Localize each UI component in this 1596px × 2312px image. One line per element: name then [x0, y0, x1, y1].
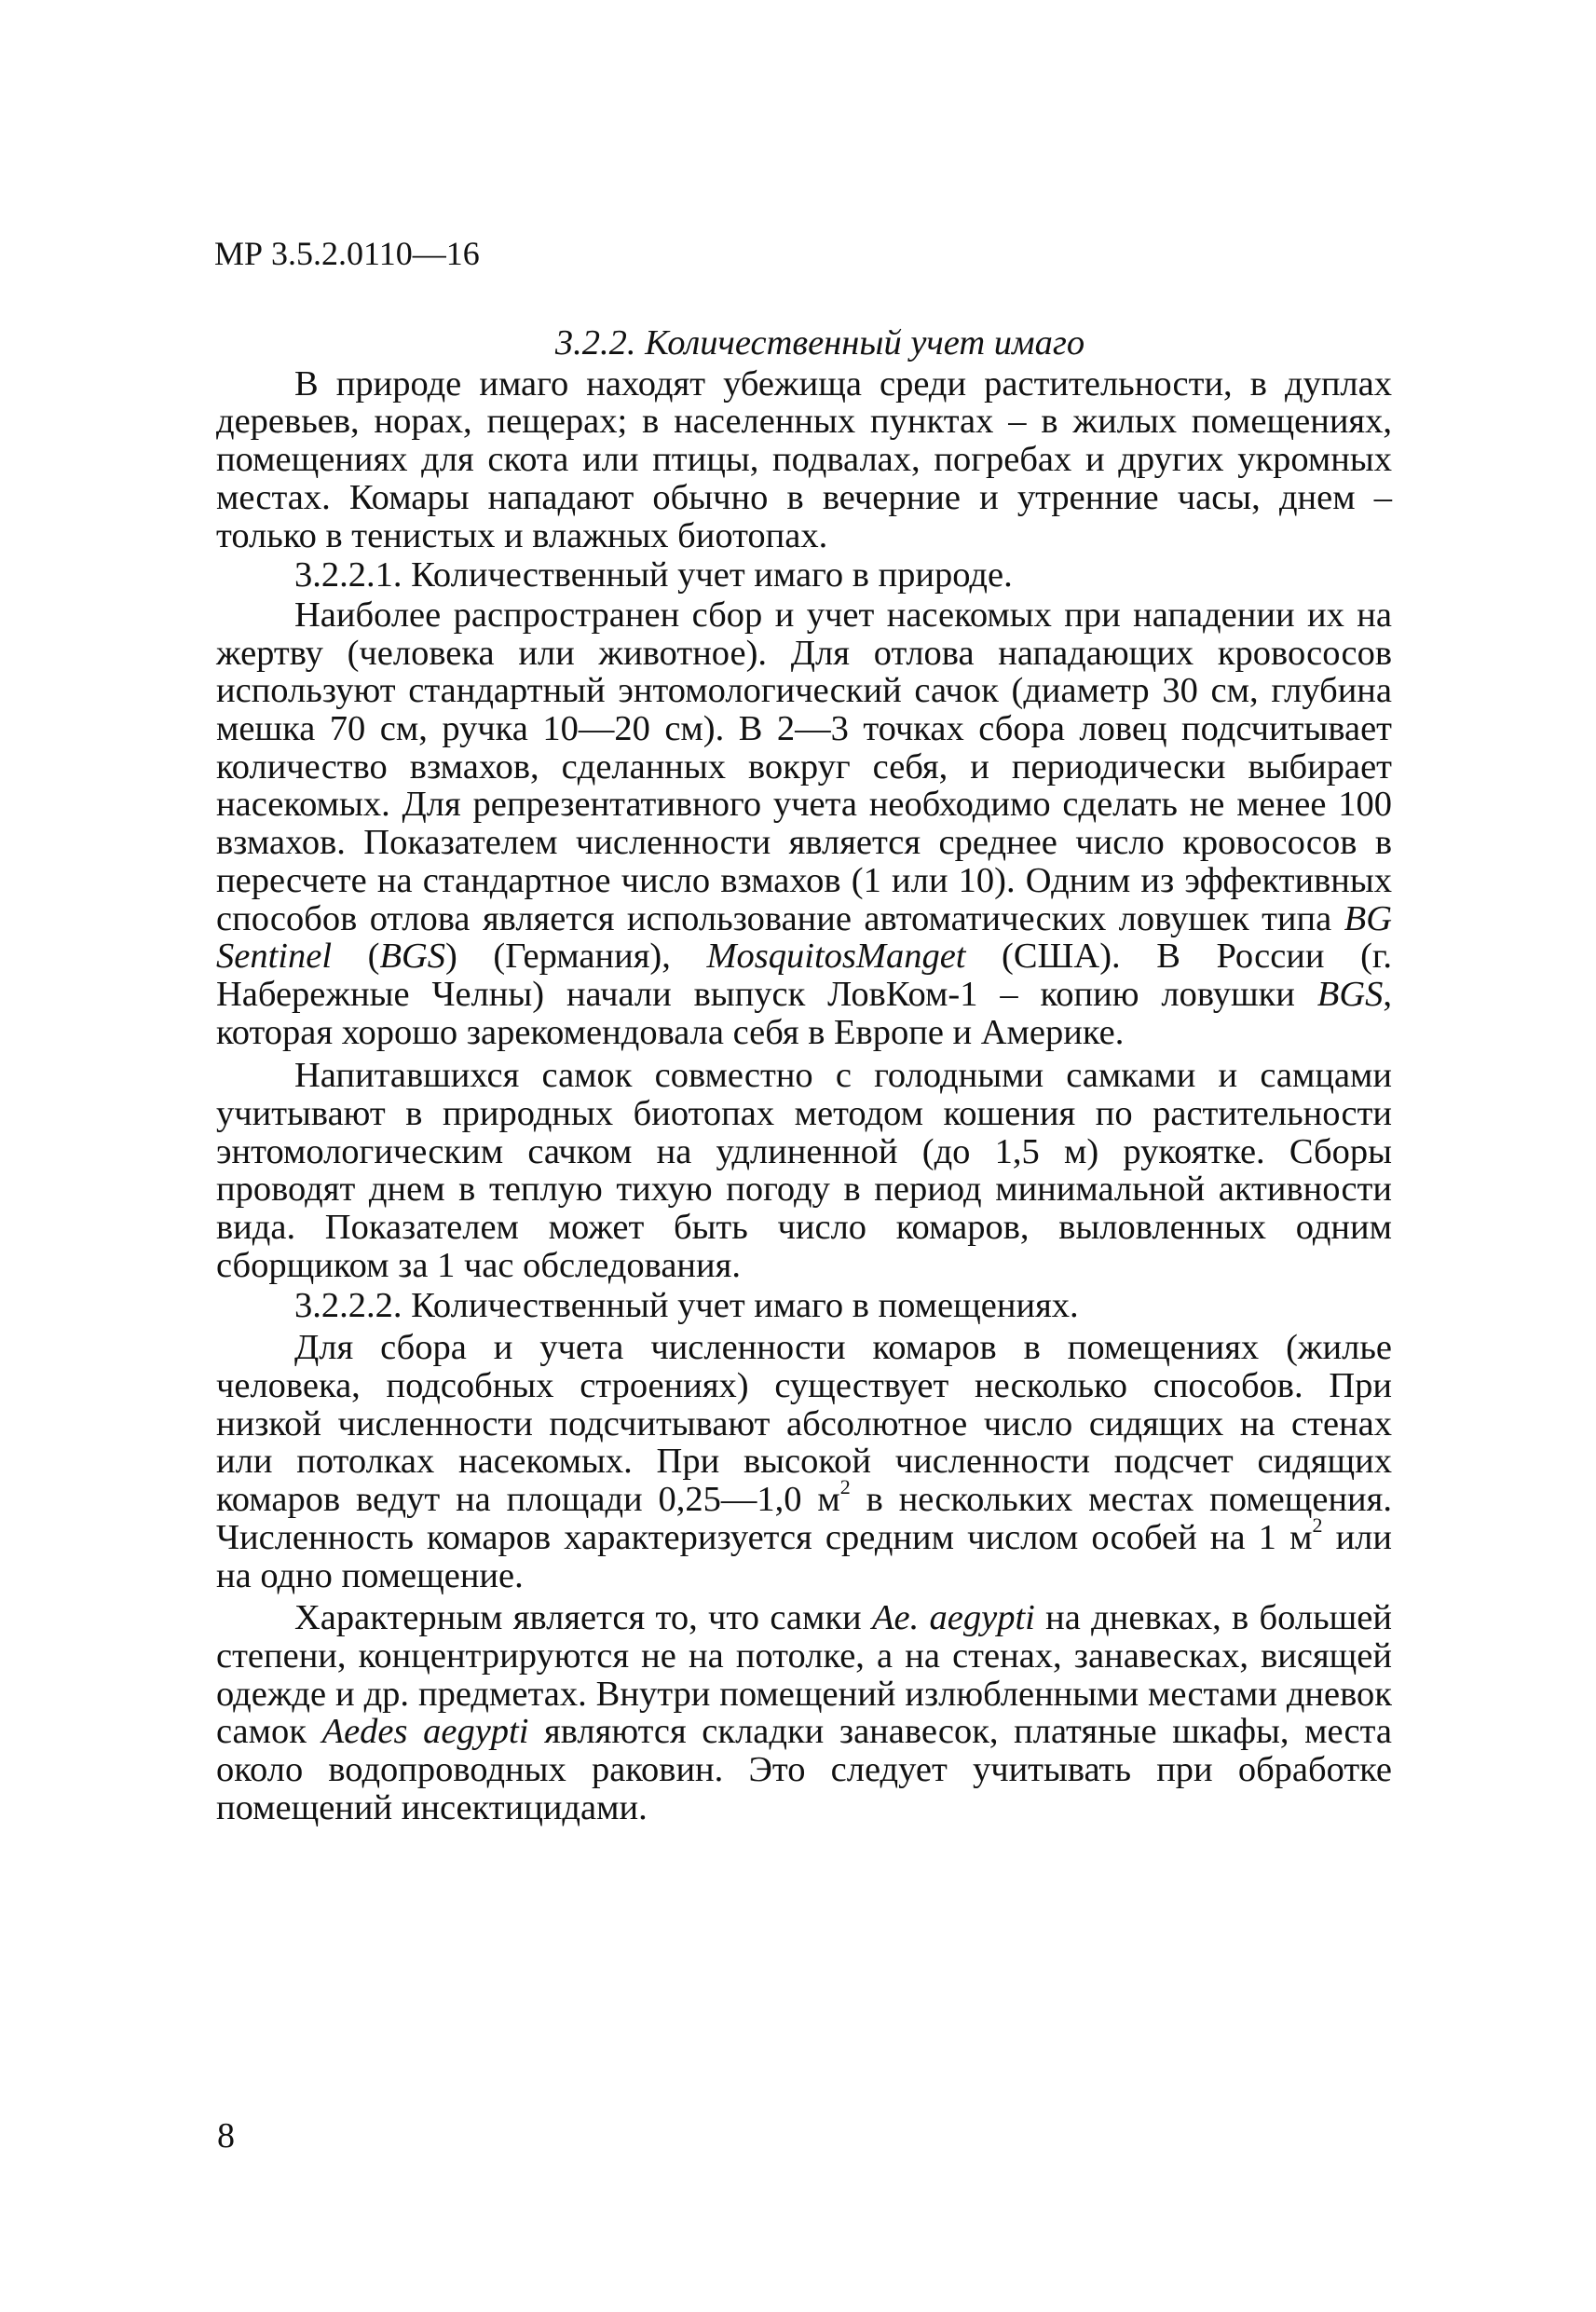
text-run: являются складки занавесок, платяные шкафы, места около водопроводных раковин. Это следует учитывать при обработке помещений инсектицидами.: [216, 1712, 1393, 1827]
text-run: в нескольких местах помещения. Численность комаров характеризуется средним числом особей на 1 м: [216, 1480, 1392, 1557]
text-run: (США). В России (г. Набережные Челны) начали выпуск ЛовКом-1 – копию ловушки: [216, 937, 1392, 1014]
text-run: Характерным является то, что самки: [294, 1598, 872, 1638]
document-code-header: МР 3.5.2.0110—16: [214, 235, 480, 272]
page-number: 8: [217, 2116, 235, 2155]
paragraph-indoor-counting: [216, 1329, 1392, 1594]
main-text-block: [216, 324, 1392, 1826]
paragraph-sweep-netting: Напитавшихся самок совместно с голодными самками и самцами учитывают в природных биотопах методом кошения по растительности энтомологическим сачком на удлиненной (до 1,5 м) рукоятке. Сборы проводят днем в теплую тихую погоду в период минимальной активности вида. Показателем может быть число комаров, выловленных одним сборщиком за 1 час обследования.: [216, 1056, 1392, 1285]
subsection-heading-nature: 3.2.2.1. Количественный учет имаго в природе.: [294, 555, 1013, 595]
text-run: (: [332, 937, 380, 977]
trap-name-bg-sentinel: BG Sentinel: [216, 898, 1392, 977]
species-name-ae-aegypti: Ae. aegypti: [871, 1598, 1035, 1638]
paragraph-resting-places: [216, 1599, 1392, 1826]
trap-abbreviation-bgs: BGS: [379, 937, 446, 977]
superscript-squared: 2: [1312, 1512, 1323, 1537]
text-run: или на одно помещение.: [216, 1517, 1392, 1595]
superscript-squared: 2: [839, 1475, 851, 1499]
text-run: Для сбора и учета численности комаров в помещениях (жилье человека, подсобных строениях) существует несколько способов. При низкой численности подсчитывают абсолютное число сидящих на стенах или потолках насекомых. При высокой численности подсчет сидящих комаров ведут на площади 0,25—1,0 м: [216, 1328, 1392, 1520]
paragraph-shelter-habitats: В природе имаго находят убежища среди растительности, в дуплах деревьев, норах, пещерах; в населенных пунктах – в жилых помещениях, помещениях для скота или птицы, подвалах, погребах и других укромных местах. Комары нападают обычно в вечерние и утренние часы, днем – только в тенистых и влажных биотопах.: [216, 363, 1392, 555]
trap-abbreviation-bgs: BGS: [1316, 974, 1384, 1014]
trap-name-mosquitosmanget: MosquitosManget: [706, 937, 966, 977]
text-run: Наиболее распространен сбор и учет насекомых при нападении их на жертву (человека или животное). Для отлова нападающих кровососов используют стандартный энтомологический сачок (диаметр 30 см, глубина мешка 70 см, ручка 10—20 см). В 2—3 точках сбора ловец подсчитывает количество взмахов, сделанных вокруг себя, и периодически выбирает насекомых. Для репрезентативного учета необходимо сделать не менее 100 взмахов. Показателем численности является среднее число кровососов в пересчете на стандартное число взмахов (1 или 10). Одним из эффективных способов отлова является использование автоматических ловушек типа: [216, 595, 1392, 938]
subsection-heading-indoors: 3.2.2.2. Количественный учет имаго в помещениях.: [294, 1285, 1079, 1325]
species-name-aedes-aegypti: Aedes aegypti: [321, 1712, 529, 1752]
text-run: на дневках, в большей степени, концентрируются не на потолке, а на стенах, занавесках, висящей одежде и др. предметах. Внутри помещений излюбленными местами дневок самок: [216, 1598, 1392, 1752]
text-run: , которая хорошо зарекомендовала себя в Европе и Америке.: [216, 974, 1392, 1052]
section-title: 3.2.2. Количественный учет имаго: [554, 323, 1085, 363]
paragraph-capture-methods: [216, 596, 1392, 1051]
text-run: ) (Германия),: [445, 937, 707, 977]
